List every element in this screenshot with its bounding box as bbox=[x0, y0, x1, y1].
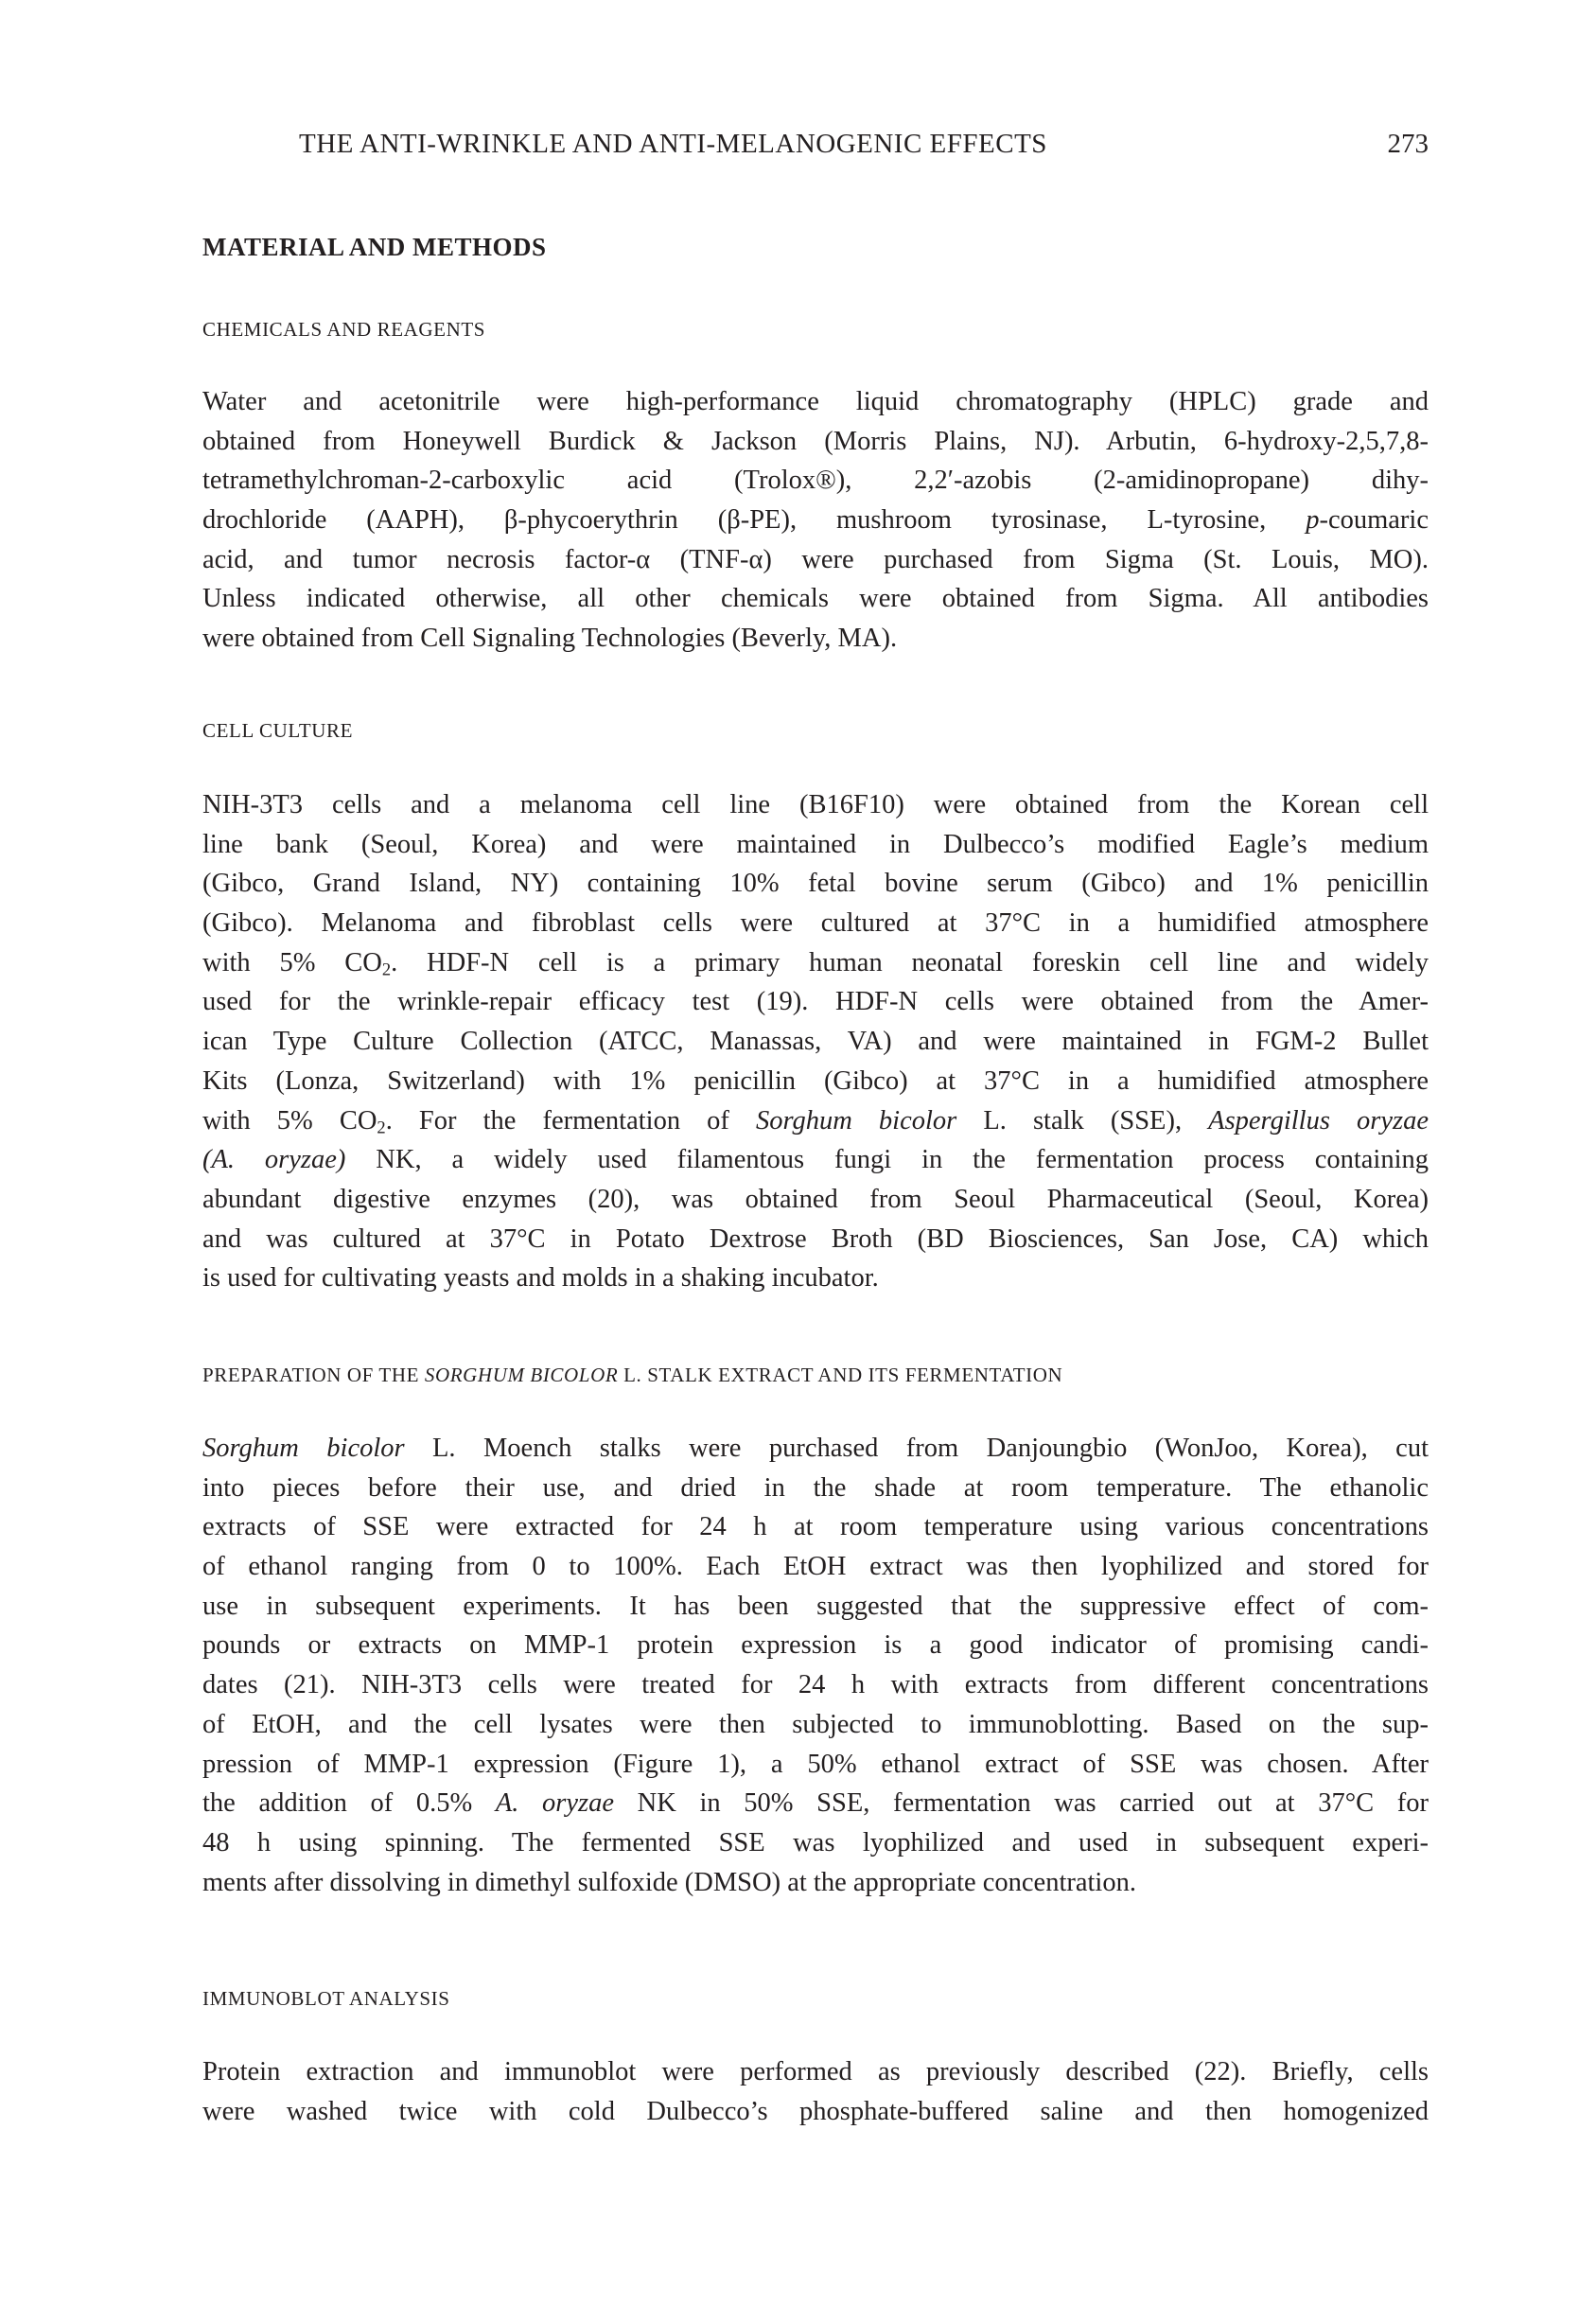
text-run: ican Type Culture Collection (ATCC, Manassas, VA) and were maintained in FGM-2 Bullet bbox=[202, 1027, 1429, 1057]
running-title: THE ANTI-WRINKLE AND ANTI-MELANOGENIC EFFECTS bbox=[299, 129, 1047, 159]
text-line bbox=[202, 785, 1429, 825]
text-line bbox=[202, 540, 1429, 580]
text-run: . For the fermentation of bbox=[385, 1105, 756, 1135]
text-run: -coumaric bbox=[1319, 505, 1429, 536]
text-run: CELL CULTURE bbox=[202, 719, 354, 742]
text-run: Unless indicated otherwise, all other chemicals were obtained from Sigma. All antibodies bbox=[202, 584, 1429, 614]
text-line bbox=[202, 422, 1429, 462]
text-line bbox=[202, 1220, 1429, 1259]
text-run: used for the wrinkle-repair efficacy test (19). HDF-N cells were obtained from the Amer- bbox=[202, 987, 1429, 1017]
text-run: extracts of SSE were extracted for 24 h at room temperature using various concentrations bbox=[202, 1512, 1429, 1542]
text-run: drochloride (AAPH), β-phycoerythrin (β-PE), mushroom tyrosinase, L-tyrosine, bbox=[202, 505, 1307, 536]
text-line bbox=[202, 982, 1429, 1022]
italic-text: Aspergillus oryzae bbox=[1208, 1105, 1429, 1135]
text-run: acid, and tumor necrosis factor-α (TNF-α) were purchased from Sigma (St. Louis, MO). bbox=[202, 544, 1429, 574]
subhead-chemicals-and-reagents bbox=[202, 318, 485, 342]
paragraph-preparation bbox=[202, 1429, 1429, 1902]
text-line bbox=[202, 1062, 1429, 1101]
text-run: were washed twice with cold Dulbecco’s phosphate-buffered saline and then homogenized bbox=[202, 2096, 1429, 2126]
text-line bbox=[202, 1665, 1429, 1705]
text-run: obtained from Honeywell Burdick & Jackson (Morris Plains, NJ). Arbutin, 6-hydroxy-2,5,7,8- bbox=[202, 426, 1429, 456]
section-title: MATERIAL AND METHODS bbox=[202, 233, 547, 261]
text-line bbox=[202, 461, 1429, 501]
text-line bbox=[202, 382, 1429, 422]
text-run: abundant digestive enzymes (20), was obtained from Seoul Pharmaceutical (Seoul, Korea) bbox=[202, 1184, 1429, 1214]
paragraph-cell-culture bbox=[202, 785, 1429, 1298]
text-run: with 5% CO bbox=[202, 947, 382, 977]
paragraph-chemicals bbox=[202, 382, 1429, 659]
text-line bbox=[202, 1429, 1429, 1469]
text-run: of EtOH, and the cell lysates were then subjected to immunoblotting. Based on the sup- bbox=[202, 1709, 1429, 1739]
text-line bbox=[202, 825, 1429, 865]
text-line bbox=[202, 2052, 1429, 2092]
text-run: 48 h using spinning. The fermented SSE was lyophilized and used in subsequent experi- bbox=[202, 1827, 1429, 1857]
text-line bbox=[202, 501, 1429, 540]
text-run: CHEMICALS AND REAGENTS bbox=[202, 318, 486, 341]
text-line bbox=[202, 579, 1429, 619]
text-line bbox=[202, 1180, 1429, 1220]
text-run: L. stalk (SSE), bbox=[956, 1105, 1209, 1135]
italic-text: (A. oryzae) bbox=[202, 1145, 346, 1175]
text-line bbox=[202, 943, 1429, 983]
text-run: L. STALK EXTRACT AND ITS FERMENTATION bbox=[618, 1364, 1063, 1386]
text-run: were obtained from Cell Signaling Technologies (Beverly, MA). bbox=[202, 624, 898, 654]
text-run: L. Moench stalks were purchased from Danjoungbio (WonJoo, Korea), cut bbox=[404, 1434, 1429, 1463]
text-line bbox=[202, 1784, 1429, 1823]
text-run: (Gibco). Melanoma and fibroblast cells were cultured at 37°C in a humidified atmosphere bbox=[202, 908, 1429, 939]
text-run: of ethanol ranging from 0 to 100%. Each EtOH extract was then lyophilized and stored for bbox=[202, 1552, 1429, 1582]
text-run: line bank (Seoul, Korea) and were maintained in Dulbecco’s modified Eagle’s medium bbox=[202, 829, 1429, 859]
text-run: NK, a widely used filamentous fungi in the fermentation process containing bbox=[345, 1145, 1429, 1175]
text-line bbox=[202, 864, 1429, 904]
text-run: pression of MMP-1 expression (Figure 1), a 50% ethanol extract of SSE was chosen. After bbox=[202, 1749, 1429, 1779]
text-run: Protein extraction and immunoblot were performed as previously described (22). Briefly, cells bbox=[202, 2057, 1429, 2086]
italic-text: A. oryzae bbox=[495, 1788, 615, 1819]
text-run: NIH-3T3 cells and a melanoma cell line (B16F10) were obtained from the Korean cell bbox=[202, 790, 1429, 819]
subscript-text: 2 bbox=[381, 959, 392, 980]
text-run: (Gibco, Grand Island, NY) containing 10% fetal bovine serum (Gibco) and 1% penicillin bbox=[202, 869, 1429, 899]
text-line bbox=[202, 1823, 1429, 1863]
paragraph-immunoblot bbox=[202, 2052, 1429, 2131]
text-line bbox=[202, 1022, 1429, 1062]
subhead-preparation bbox=[202, 1364, 1062, 1387]
text-line bbox=[202, 1101, 1429, 1141]
text-run: with 5% CO bbox=[202, 1105, 377, 1135]
subscript-text: 2 bbox=[377, 1118, 386, 1138]
text-run: pounds or extracts on MMP-1 protein expression is a good indicator of promising candi- bbox=[202, 1630, 1429, 1661]
text-run: the addition of 0.5% bbox=[202, 1788, 496, 1819]
text-line bbox=[202, 1626, 1429, 1665]
text-line bbox=[202, 1587, 1429, 1627]
text-run: ments after dissolving in dimethyl sulfoxide (DMSO) at the appropriate concentration. bbox=[202, 1867, 1136, 1897]
italic-text: SORGHUM BICOLOR bbox=[424, 1364, 619, 1386]
text-run: into pieces before their use, and dried in the shade at room temperature. The ethanolic bbox=[202, 1472, 1429, 1503]
subhead-immunoblot-analysis bbox=[202, 1987, 450, 2011]
subhead-cell-culture bbox=[202, 719, 353, 743]
text-line bbox=[202, 1547, 1429, 1587]
text-run: dates (21). NIH-3T3 cells were treated for 24 h with extracts from different concentrations bbox=[202, 1670, 1429, 1700]
text-run: tetramethylchroman-2-carboxylic acid (Trolox®), 2,2′-azobis (2-amidinopropane) dihy- bbox=[202, 466, 1429, 496]
text-line bbox=[202, 2092, 1429, 2132]
text-run: and was cultured at 37°C in Potato Dextrose Broth (BD Biosciences, San Jose, CA) which bbox=[202, 1223, 1429, 1254]
text-run: NK in 50% SSE, fermentation was carried out at 37°C for bbox=[614, 1788, 1429, 1819]
text-run: is used for cultivating yeasts and molds in a shaking incubator. bbox=[202, 1263, 879, 1294]
text-run: use in subsequent experiments. It has been suggested that the suppressive effect of com- bbox=[202, 1591, 1429, 1621]
text-line bbox=[202, 1705, 1429, 1745]
text-run: IMMUNOBLOT ANALYSIS bbox=[202, 1987, 450, 2010]
text-run: Water and acetonitrile were high-performance liquid chromatography (HPLC) grade and bbox=[202, 387, 1429, 416]
text-line bbox=[202, 1507, 1429, 1547]
text-line bbox=[202, 619, 1429, 659]
text-line bbox=[202, 904, 1429, 943]
text-line bbox=[202, 1259, 1429, 1298]
text-line bbox=[202, 1745, 1429, 1785]
text-line bbox=[202, 1140, 1429, 1180]
page-number: 273 bbox=[1387, 129, 1429, 159]
text-line bbox=[202, 1863, 1429, 1903]
text-run: Kits (Lonza, Switzerland) with 1% penicillin (Gibco) at 37°C in a humidified atmosphere bbox=[202, 1065, 1429, 1096]
italic-text: Sorghum bicolor bbox=[755, 1105, 957, 1135]
italic-text: p bbox=[1306, 505, 1320, 536]
text-run: . HDF-N cell is a primary human neonatal foreskin cell line and widely bbox=[391, 947, 1429, 977]
italic-text: Sorghum bicolor bbox=[202, 1434, 405, 1463]
text-run: PREPARATION OF THE bbox=[202, 1364, 425, 1386]
text-line bbox=[202, 1469, 1429, 1508]
